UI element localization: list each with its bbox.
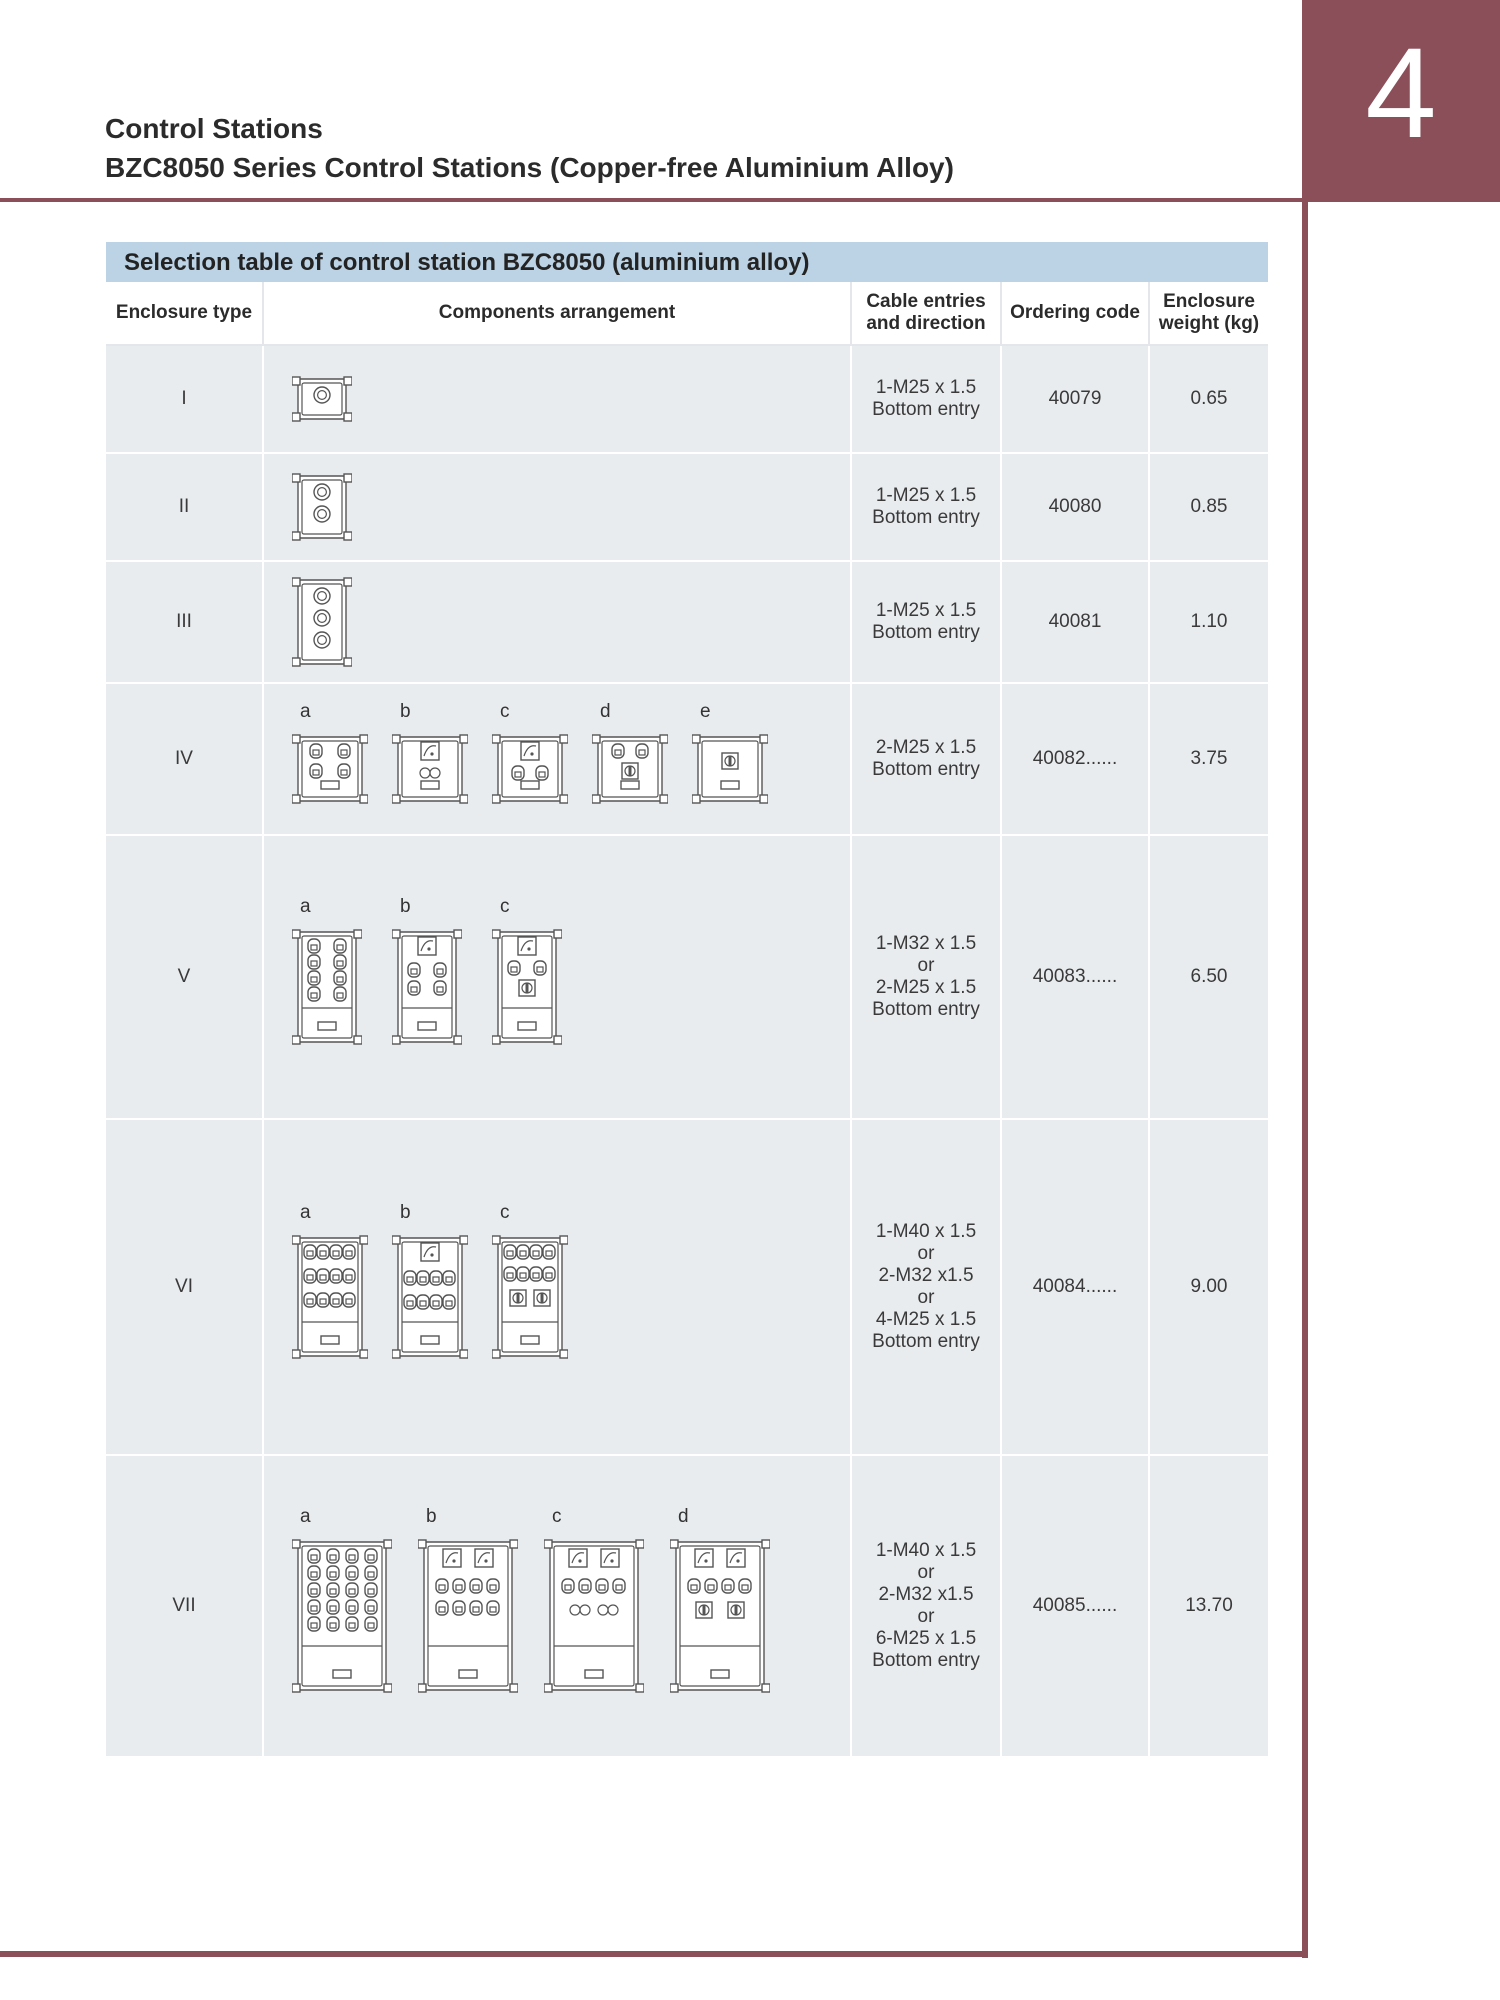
variant-letter: e [700, 701, 711, 722]
cable-entries [852, 346, 1002, 452]
table-body [106, 346, 1268, 1758]
cable-entry-line: 1-M25 x 1.5 [875, 485, 977, 506]
cable-entry-line: Bottom entry [872, 399, 980, 420]
cable-entry-line: 2-M25 x 1.5 [875, 737, 977, 758]
enclosure-type: VII [106, 1456, 264, 1756]
enclosure-weight: 6.50 [1150, 836, 1268, 1118]
selection-table [106, 242, 1268, 1758]
cable-entry-line: 1-M40 x 1.5 [875, 1540, 977, 1561]
cable-entry-line: 1-M40 x 1.5 [875, 1221, 977, 1242]
cable-entries [852, 684, 1002, 834]
cable-entry-line: 6-M25 x 1.5 [875, 1628, 977, 1649]
table-row [106, 346, 1268, 454]
cable-entry-line: or [917, 955, 935, 976]
enclosure-weight: 3.75 [1150, 684, 1268, 834]
control-station-diagram [544, 1536, 644, 1696]
variant-letter: d [600, 701, 611, 722]
cable-entry-line: 2-M25 x 1.5 [875, 977, 977, 998]
control-station-diagram [670, 1536, 770, 1696]
cable-entry-line: Bottom entry [872, 1331, 980, 1352]
table-row [106, 562, 1268, 684]
enclosure-weight: 1.10 [1150, 562, 1268, 682]
right-rule [1302, 198, 1308, 1958]
table-row [106, 836, 1268, 1120]
table-row [106, 454, 1268, 562]
cable-entry-line: 1-M25 x 1.5 [875, 600, 977, 621]
components-arrangement [264, 1120, 852, 1454]
cable-entries [852, 1120, 1002, 1454]
components-arrangement [264, 684, 852, 834]
cable-entry-line: Bottom entry [872, 1650, 980, 1671]
table-row [106, 684, 1268, 836]
cable-entry-line: Bottom entry [872, 999, 980, 1020]
variant-letter: b [400, 701, 411, 722]
variant-letter: b [400, 896, 411, 917]
enclosure-weight: 9.00 [1150, 1120, 1268, 1454]
page-subtitle: BZC8050 Series Control Stations (Copper-free Aluminium Alloy) [105, 152, 954, 183]
control-station-diagram [392, 731, 468, 807]
cable-entry-line: Bottom entry [872, 759, 980, 780]
cable-entry-line: or [917, 1606, 935, 1627]
enclosure-type: I [106, 346, 264, 452]
variant-letter: c [500, 896, 510, 917]
cable-entry-line: or [917, 1562, 935, 1583]
variant-letter: c [552, 1506, 562, 1527]
control-station-diagram [392, 926, 462, 1048]
enclosure-weight: 0.65 [1150, 346, 1268, 452]
cable-entry-line: or [917, 1243, 935, 1264]
control-station-diagram [292, 1232, 368, 1362]
enclosure-type: IV [106, 684, 264, 834]
cable-entry-line: or [917, 1287, 935, 1308]
components-arrangement [264, 562, 852, 682]
control-station-diagram [292, 1536, 392, 1696]
variant-letter: b [400, 1202, 411, 1223]
column-header: Cable entries and direction [852, 282, 1002, 344]
variant-letter: a [300, 1506, 311, 1527]
cable-entries [852, 454, 1002, 560]
chapter-number: 4 [1365, 22, 1437, 165]
control-station-diagram [292, 926, 362, 1048]
control-station-diagram [492, 731, 568, 807]
components-arrangement [264, 454, 852, 560]
components-arrangement [264, 346, 852, 452]
control-station-diagram [292, 731, 368, 807]
enclosure-weight: 0.85 [1150, 454, 1268, 560]
control-station-diagram [292, 470, 352, 544]
enclosure-type: III [106, 562, 264, 682]
ordering-code: 40083...... [1002, 836, 1150, 1118]
ordering-code: 40079 [1002, 346, 1150, 452]
column-header: Ordering code [1002, 282, 1150, 344]
header-rule [0, 198, 1307, 202]
control-station-diagram [592, 731, 668, 807]
ordering-code: 40085...... [1002, 1456, 1150, 1756]
control-station-diagram [392, 1232, 468, 1362]
control-station-diagram [492, 1232, 568, 1362]
variant-letter: d [678, 1506, 689, 1527]
cable-entries [852, 836, 1002, 1118]
variant-letter: c [500, 701, 510, 722]
cable-entry-line: 4-M25 x 1.5 [875, 1309, 977, 1330]
column-header: Enclosure weight (kg) [1150, 282, 1268, 344]
ordering-code: 40080 [1002, 454, 1150, 560]
cable-entry-line: 2-M32 x1.5 [878, 1265, 974, 1286]
cable-entry-line: 1-M25 x 1.5 [875, 377, 977, 398]
ordering-code: 40081 [1002, 562, 1150, 682]
ordering-code: 40084...... [1002, 1120, 1150, 1454]
control-station-diagram [692, 731, 768, 807]
chapter-tab [1302, 0, 1500, 202]
variant-letter: a [300, 1202, 311, 1223]
cable-entries [852, 562, 1002, 682]
page-title: Control Stations [105, 113, 323, 144]
table-caption: Selection table of control station BZC8050 (aluminium alloy) [106, 242, 1268, 282]
cable-entry-line: Bottom entry [872, 622, 980, 643]
enclosure-type: II [106, 454, 264, 560]
column-header: Enclosure type [106, 282, 264, 344]
variant-letter: b [426, 1506, 437, 1527]
enclosure-type: V [106, 836, 264, 1118]
components-arrangement [264, 1456, 852, 1756]
cable-entries [852, 1456, 1002, 1756]
control-station-diagram [292, 373, 352, 425]
cable-entry-line: 2-M32 x1.5 [878, 1584, 974, 1605]
control-station-diagram [492, 926, 562, 1048]
variant-letter: a [300, 896, 311, 917]
bottom-rule [0, 1951, 1308, 1957]
enclosure-weight: 13.70 [1150, 1456, 1268, 1756]
table-row [106, 1456, 1268, 1758]
cable-entry-line: 1-M32 x 1.5 [875, 933, 977, 954]
variant-letter: c [500, 1202, 510, 1223]
table-header-row [106, 282, 1268, 346]
variant-letter: a [300, 701, 311, 722]
column-header: Components arrangement [264, 282, 852, 344]
control-station-diagram [292, 574, 352, 670]
enclosure-type: VI [106, 1120, 264, 1454]
ordering-code: 40082...... [1002, 684, 1150, 834]
components-arrangement [264, 836, 852, 1118]
table-row [106, 1120, 1268, 1456]
control-station-diagram [418, 1536, 518, 1696]
cable-entry-line: Bottom entry [872, 507, 980, 528]
